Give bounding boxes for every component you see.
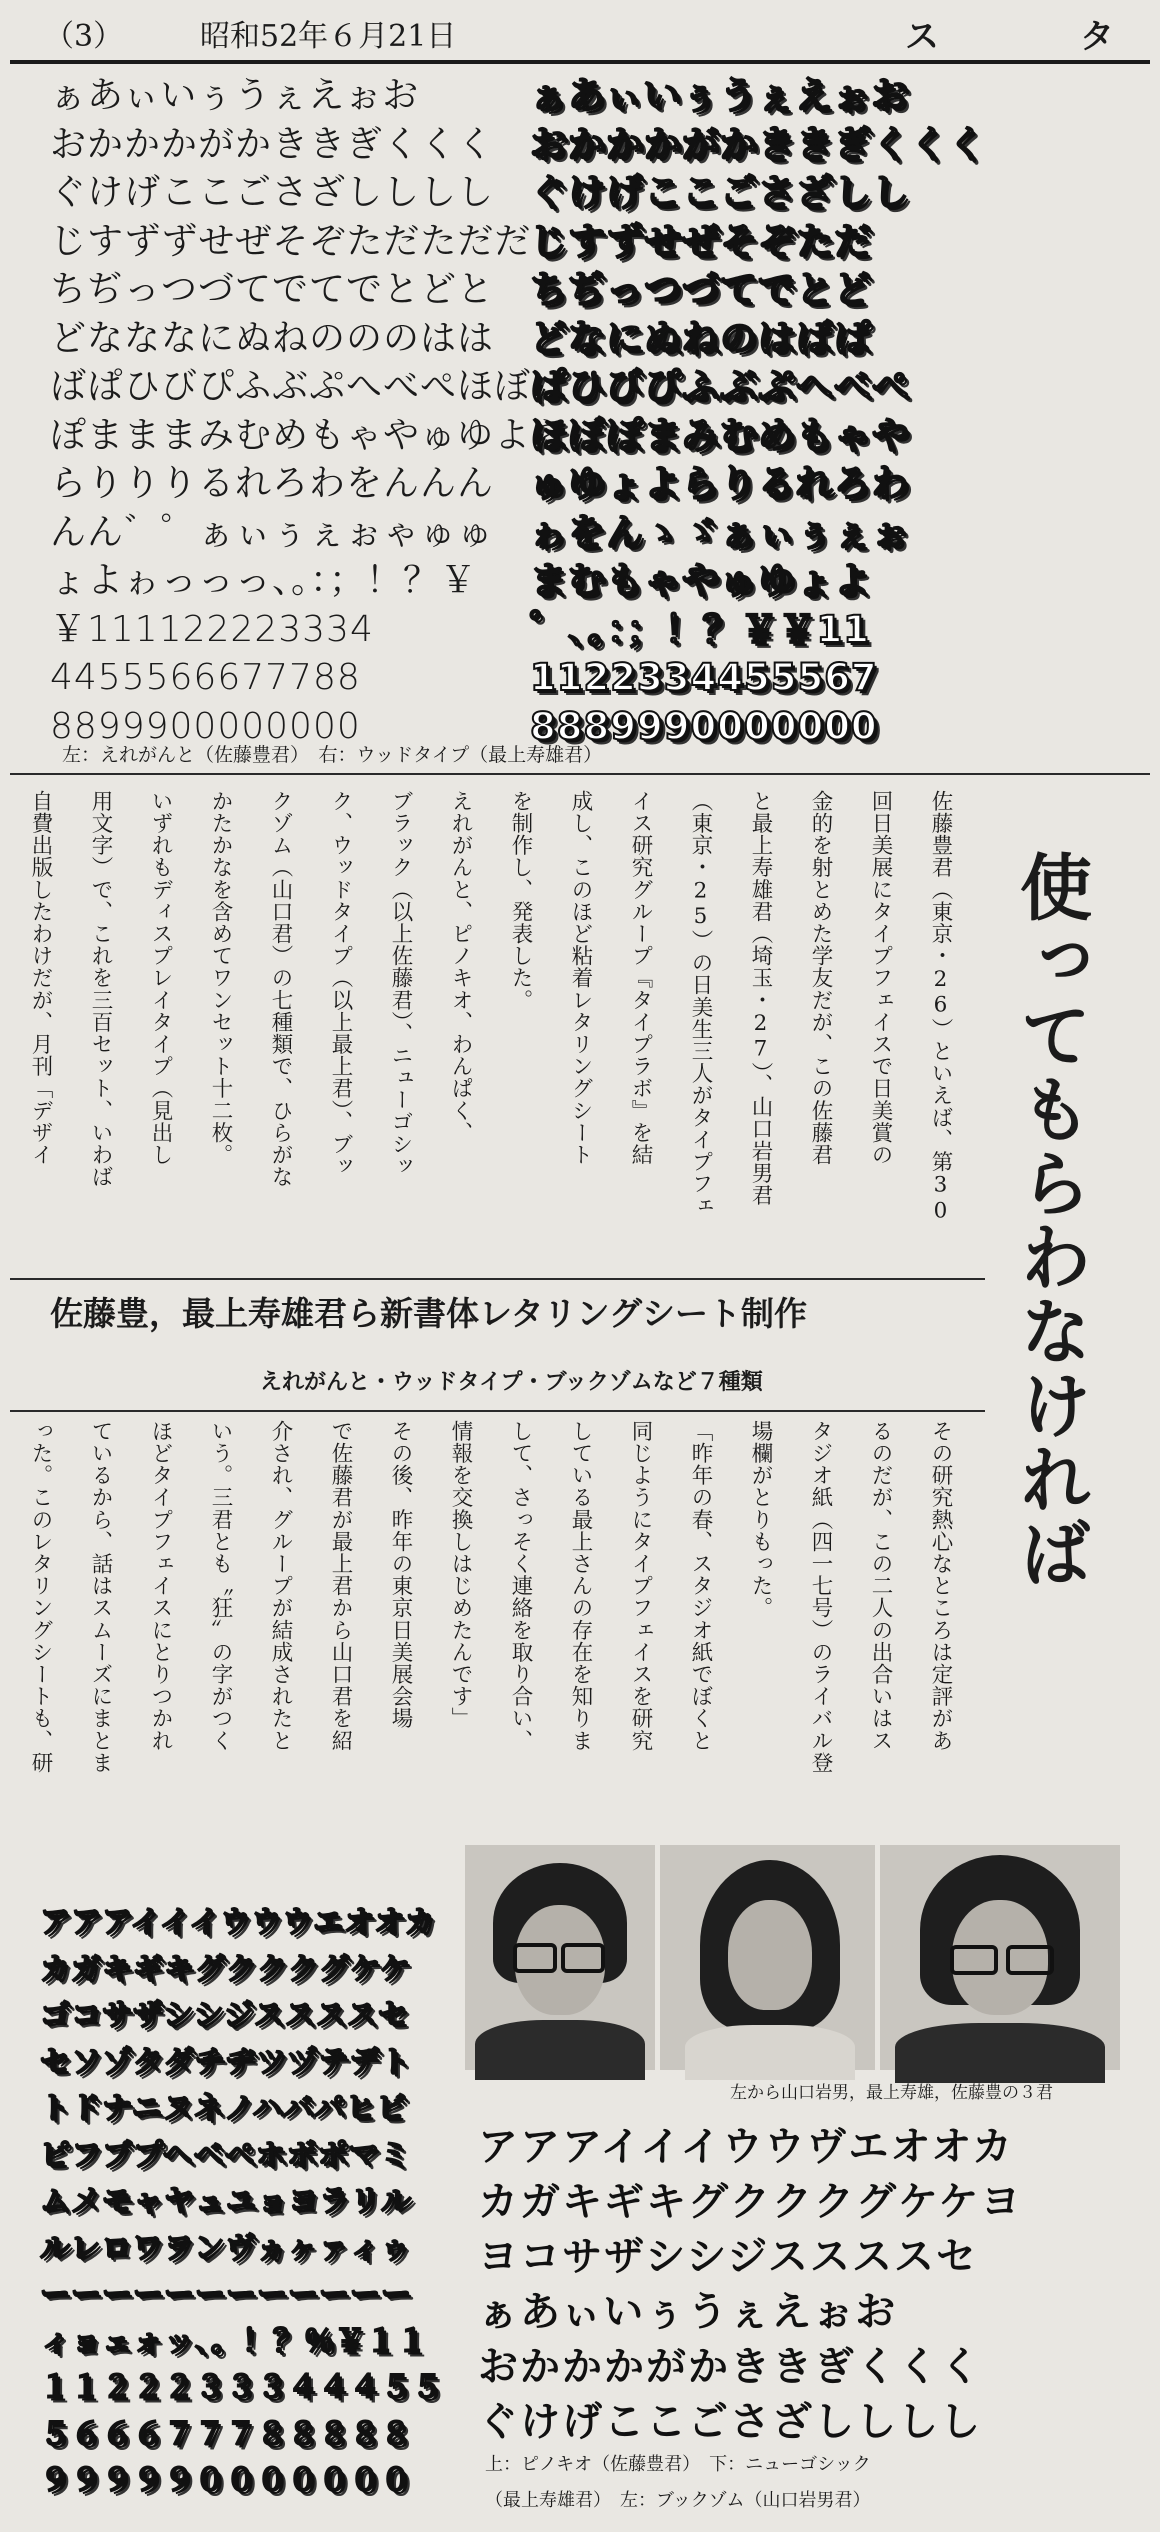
text-column: している最上さんの存在を知りま bbox=[568, 1420, 593, 1752]
text-column: った。このレタリングシートも、研 bbox=[28, 1420, 53, 1774]
glasses bbox=[513, 1943, 557, 1973]
text-column: えれがんと、ピノキオ、わんぱく、 bbox=[448, 790, 473, 1144]
text-column: 介され、グループが結成されたと bbox=[268, 1420, 293, 1752]
caption-bottom-line-2: （最上寿雄君） 左：ブックゾム（山口岩男君） bbox=[485, 2490, 871, 2511]
specimen-row: おかかかがかききぎくくく bbox=[50, 123, 495, 165]
glasses bbox=[1006, 1945, 1054, 1975]
specimen-row: ９９９９９０００００００ bbox=[40, 2463, 412, 2498]
specimen-row: ちぢっつづてでてでとどと bbox=[50, 269, 495, 310]
text-column: で佐藤君が最上君から山口君を紹 bbox=[328, 1420, 353, 1752]
specimen-row: ほぼぽまみむめもゃや bbox=[530, 413, 910, 457]
headline-rule-top bbox=[10, 1278, 985, 1280]
specimen-row: まむもゃやゅゆょよ bbox=[530, 559, 872, 602]
section-rule bbox=[10, 773, 1150, 775]
specimen-row: 1122334455567 bbox=[530, 656, 878, 699]
specimen-row: ￥111122223334 bbox=[50, 608, 374, 650]
specimen-elegant bbox=[50, 72, 569, 751]
headline-rule-bottom bbox=[10, 1410, 985, 1412]
specimen-row: ルレロワヲンヴヵヶァィゥ bbox=[40, 2230, 412, 2266]
glasses bbox=[950, 1945, 998, 1975]
page-number: （3） bbox=[44, 19, 124, 54]
specimen-row: ぐけげここごさざしししし bbox=[50, 172, 495, 213]
article-title: 使ってもらわなければ bbox=[1008, 850, 1092, 1590]
specimen-row: ょよゎっっっ、。：；！？￥ bbox=[50, 560, 478, 601]
text-column: 成し、このほど粘着レタリングシート bbox=[568, 790, 593, 1166]
text-column: を制作し、発表した。 bbox=[508, 790, 533, 1011]
specimen-bookzom bbox=[40, 1900, 443, 2505]
specimen-row: ムメモャヤュユョヨラリル bbox=[40, 2184, 412, 2219]
issue-date: 昭和52年６月21日 bbox=[200, 19, 457, 54]
specimen-row: ちぢっつづてでとど bbox=[530, 268, 872, 311]
shirt bbox=[475, 2020, 645, 2080]
specimen-row: ぁあぃいぅうぇえぉお bbox=[478, 2289, 898, 2335]
text-column: イス研究グループ『タイプラボ』を結 bbox=[628, 790, 653, 1166]
article-body-upper bbox=[30, 790, 985, 1265]
caption-top-specimens: 左：えれがんと（佐藤豊君） 右：ウッドタイプ（最上寿雄君） bbox=[62, 744, 603, 766]
subheadline: えれがんと・ウッドタイプ・ブックゾムなど７種類 bbox=[260, 1370, 763, 1395]
specimen-row: ヨコサザシシジススススセ bbox=[478, 2234, 978, 2280]
specimen-row: ぐけげここごさざしし bbox=[530, 171, 910, 214]
shirt bbox=[895, 2023, 1105, 2083]
specimen-row: らりりりるれろわをんんん bbox=[50, 463, 495, 504]
specimen-row: 4455566677788 bbox=[50, 657, 361, 698]
text-column: 佐藤豊君（東京・26）といえば、第30 bbox=[928, 790, 953, 1224]
specimen-row: 8889990000000 bbox=[530, 704, 878, 748]
headline: 佐藤豊，最上寿雄君ら新書体レタリングシート制作 bbox=[50, 1294, 808, 1333]
specimen-row: どなななにぬねのののはは bbox=[50, 317, 495, 359]
specimen-pinocchio-newgothic bbox=[478, 2120, 1118, 2450]
specimen-row: アアアイイイウウヴエオオカ bbox=[478, 2124, 1014, 2170]
specimen-row: どなにぬねのはばぱ bbox=[530, 316, 872, 360]
specimen-row: じすずせぜそぞただ bbox=[530, 219, 873, 263]
text-column: その後、昨年の東京日美展会場 bbox=[388, 1420, 413, 1730]
text-column: ク、ウッドタイプ（以上最上君）、ブッ bbox=[328, 790, 353, 1178]
text-column: 用文字）で、これを三百セット、いわば bbox=[88, 790, 113, 1188]
specimen-row: ゜、。：；！？￥￥11 bbox=[530, 607, 870, 651]
specimen-woodtype bbox=[530, 72, 1105, 751]
text-column: 自費出版したわけだが、月刊「デザイ bbox=[28, 790, 53, 1166]
specimen-row: ぁあぃいぅうぇえぉお bbox=[50, 75, 420, 116]
text-column: かたかなを含めてワンセット十二枚。 bbox=[208, 790, 233, 1166]
paper-name-char-1: ス bbox=[905, 17, 939, 57]
specimen-row: ぱひびぴふぶぷへべぺ bbox=[530, 365, 910, 408]
text-column: 場欄がとりもった。 bbox=[748, 1420, 773, 1619]
specimen-row: ぁあぃいぅうぇえぉお bbox=[530, 74, 910, 117]
specimen-row: おかかかがかききぎくくく bbox=[478, 2344, 982, 2390]
specimen-row: トドナニヌネノハバパヒビ bbox=[40, 2091, 408, 2126]
specimen-row: ぽまままみむめもゃやゅゆよら bbox=[50, 414, 569, 456]
text-column: クゾム（山口君）の七種類で、ひらがな bbox=[268, 790, 293, 1188]
text-column: いずれもディスプレイタイプ（見出し bbox=[148, 790, 173, 1166]
shirt bbox=[685, 2025, 855, 2080]
caption-bottom-line-1: 上：ピノキオ（佐藤豊君） 下：ニューゴシック bbox=[485, 2454, 871, 2475]
text-column: ほどタイプフェイスにとりつかれ bbox=[148, 1420, 173, 1752]
photo-sato bbox=[880, 1845, 1120, 2070]
text-column: 「昨年の春、スタジオ紙でぼくと bbox=[688, 1420, 713, 1752]
photo-mogami bbox=[660, 1845, 875, 2070]
specimen-row: １１２２２３３３４４４５５ bbox=[40, 2370, 443, 2405]
specimen-row: じすずずせぜそぞただただだ bbox=[50, 220, 532, 262]
text-column: るのだが、この二人の出合いはス bbox=[868, 1420, 893, 1752]
specimen-row: ぐけげここごさざしししし bbox=[478, 2399, 982, 2445]
specimen-row: アアアイイイウウウエオオカ bbox=[40, 1905, 436, 1940]
face bbox=[728, 1900, 812, 2010]
specimen-row: カガキギキグクククグケケヨ bbox=[478, 2179, 1023, 2225]
specimen-row: 8899900000000 bbox=[50, 705, 361, 747]
specimen-row: ５６６６７７７８８８８８ bbox=[40, 2416, 412, 2452]
text-column: 情報を交換しはじめたんです」 bbox=[448, 1420, 473, 1730]
specimen-row: ィョェォッ、。！？％￥１１ bbox=[40, 2323, 428, 2359]
specimen-row: んん゛゜ぁぃぅぇぉゃゅゅ bbox=[50, 511, 495, 553]
text-column: 同じようにタイプフェイスを研究 bbox=[628, 1420, 653, 1752]
specimen-row: ゎをんゝゞぁぃぅぇぉ bbox=[530, 510, 910, 554]
specimen-row: ゅゆょよらりるれろわ bbox=[530, 462, 910, 505]
text-column: 回日美展にタイプフェイスで日美賞の bbox=[868, 790, 893, 1166]
specimen-row: ばぱひびぴふぶぷへべぺほぼ bbox=[50, 366, 532, 407]
paper-name-char-2: タ bbox=[1080, 17, 1114, 57]
header-rule bbox=[10, 60, 1150, 64]
text-column: して、さっそく連絡を取り合い、 bbox=[508, 1420, 533, 1752]
specimen-row: カガキギキグクククグケケ bbox=[40, 1951, 411, 1987]
specimen-row: ーーーーーーーーーーーー bbox=[40, 2277, 412, 2312]
specimen-row: セソゾタダチヂツヅテデト bbox=[40, 2044, 412, 2080]
text-column: ているから、話はスムーズにまとま bbox=[88, 1420, 113, 1774]
article-body-lower bbox=[28, 1420, 985, 1840]
photo-caption: 左から山口岩男，最上寿雄，佐藤豊の３君 bbox=[730, 2083, 1053, 2103]
text-column: と最上寿雄君（埼玉・27）、山口岩男君 bbox=[748, 790, 773, 1207]
text-column: ブラック（以上佐藤君）、ニューゴシッ bbox=[388, 790, 413, 1178]
text-column: いう。三君とも〝狂〟の字がつく bbox=[208, 1420, 233, 1752]
text-column: その研究熱心なところは定評があ bbox=[928, 1420, 953, 1752]
specimen-row: おかかかがかききぎくくく bbox=[530, 122, 986, 166]
text-column: 金的を射とめた学友だが、この佐藤君 bbox=[808, 790, 833, 1166]
specimen-row: ピフブプヘベペホボポマミ bbox=[40, 2137, 411, 2173]
text-column: タジオ紙（四一七号）のライバル登 bbox=[808, 1420, 833, 1774]
text-column: （東京・25）の日美生三人がタイプフェ bbox=[688, 790, 713, 1217]
specimen-row: ゴコサザシシジススススセ bbox=[40, 1998, 409, 2033]
photo-yamaguchi bbox=[465, 1845, 655, 2070]
glasses bbox=[561, 1943, 605, 1973]
